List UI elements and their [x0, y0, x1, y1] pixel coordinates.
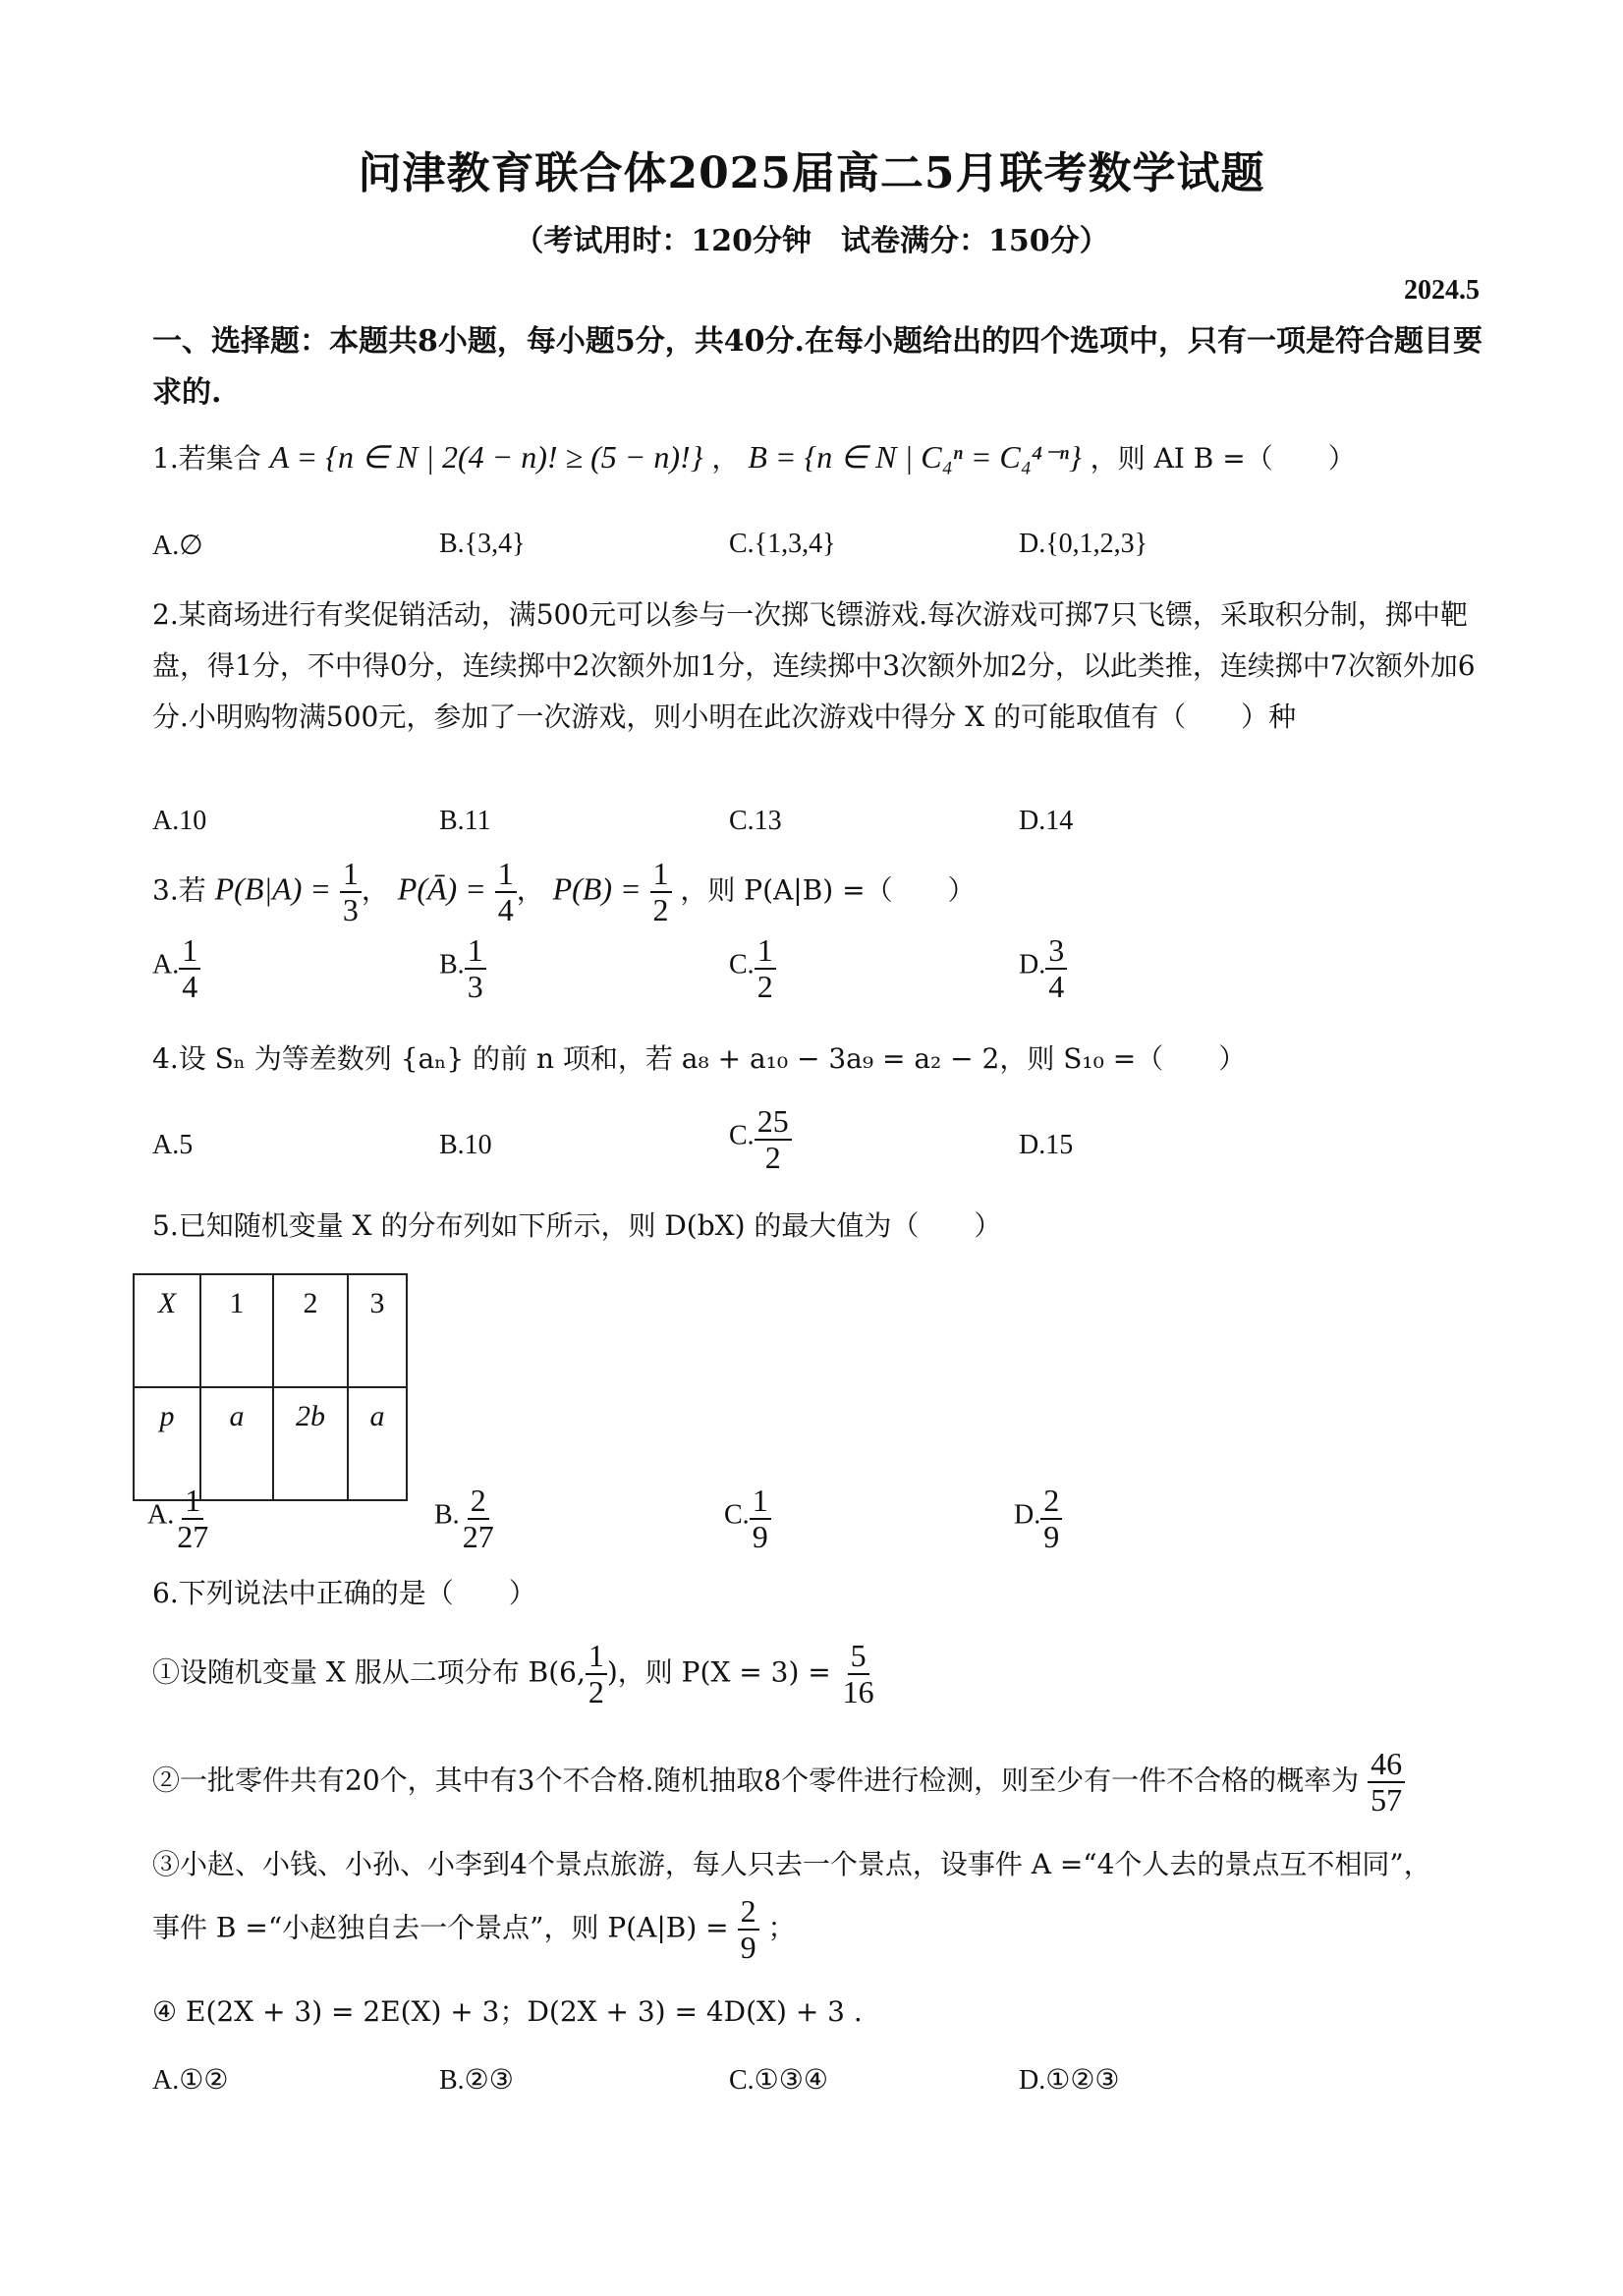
q3-option-c: C. $\frac{1}{2}$ [729, 933, 776, 1004]
distribution-table [133, 1273, 408, 1501]
q1-set-b: B = {n ∈ N | C₄ⁿ = C₄⁴⁻ⁿ} [748, 439, 1082, 475]
question-6-stem: 6.下列说法中正确的是（ ） [152, 1577, 536, 1609]
q3-prefix: 3.若 [152, 873, 206, 907]
q6-statement-4: ④ E(2X + 3) = 2E(X) + 3；D(2X + 3) = 4D(X) + 3 . [152, 1995, 863, 2028]
q4-option-a: A.5 [152, 1130, 194, 1160]
q3-p3-label: P(B) = [552, 870, 642, 907]
q3-option-b: B. $\frac{1}{3}$ [439, 933, 486, 1004]
q6-statement-2: ②一批零件共有20个，其中有3个不合格.随机抽取8个零件进行检测，则至少有一件不合格的概率为 $\frac{46}{57}$ [152, 1747, 1405, 1818]
q2-option-c: C.13 [729, 806, 782, 836]
table-row: p a 2b a [134, 1387, 407, 1500]
q1-set-a: A = {n ∈ N | 2(4 − n)! ≥ (5 − n)!} [269, 439, 703, 475]
q3-p1-label: P(B|A) = [214, 870, 331, 907]
question-5-stem: 5.已知随机变量 X 的分布列如下所示，则 D(bX) 的最大值为（ ） [152, 1209, 1002, 1242]
q3-option-a: A. $\frac{1}{4}$ [152, 933, 200, 1004]
q3-p2-fraction: $\frac{1}{4}$ [495, 857, 517, 927]
q5-option-a: A. $\frac{1}{27}$ [147, 1483, 209, 1555]
q1-option-c: C.{1,3,4} [729, 529, 836, 559]
q5-option-d: D. $\frac{2}{9}$ [1014, 1484, 1062, 1554]
q1-option-d: D.{0,1,2,3} [1019, 529, 1148, 559]
q2-option-b: B.11 [439, 806, 491, 836]
exam-date: 2024.5 [1404, 275, 1480, 306]
q6-option-c: C.①③④ [729, 2065, 828, 2096]
q1-prefix: 1.若集合 [152, 442, 261, 475]
q1-tail: ，则 AI B =（ ） [1090, 442, 1356, 475]
q6-statement-3-line2: 事件 B =“小赵独自去一个景点”，则 P(A|B) = $\frac{2}{9}$ ； [152, 1893, 796, 1966]
q6-option-d: D.①②③ [1019, 2065, 1120, 2096]
q3-p1-fraction: $\frac{1}{3}$ [340, 857, 362, 927]
q3-p3-fraction: $\frac{1}{2}$ [650, 857, 672, 927]
q1-option-a: A.∅ [152, 531, 203, 561]
q3-p2-label: P(Ā) = [397, 870, 486, 907]
q1-option-b: B.{3,4} [439, 529, 526, 559]
question-3-stem: 3.若 P(B|A) = $\frac{1}{3}$ ， P(Ā) = $\frac{1}{4}$ ， P(B) = $\frac{1}{2}$ ，则 P(A|B) =（ ） [152, 856, 976, 928]
q6-statement-3-line1: ③小赵、小钱、小孙、小李到4个景点旅游，每人只去一个景点，设事件 A =“4个人去的景点互不相同”， [152, 1848, 1431, 1880]
q6-statement-1: ①设随机变量 X 服从二项分布 B(6, $\frac{1}{2}$ )，则 P(X = 3) = $\frac{5}{16}$ [152, 1638, 874, 1710]
q3-tail: ，则 P(A|B) =（ ） [680, 873, 976, 907]
q5-option-c: C. $\frac{1}{9}$ [724, 1484, 771, 1554]
q3-option-d: D. $\frac{3}{4}$ [1019, 933, 1067, 1004]
question-4-stem: 4.设 Sₙ 为等差数列 {aₙ} 的前 n 项和，若 a₈ + a₁₀ − 3a₉ = a₂ − 2，则 S₁₀ =（ ） [152, 1042, 1247, 1075]
q2-option-a: A.10 [152, 806, 207, 836]
q6-option-b: B.②③ [439, 2065, 514, 2096]
exam-subtitle: （考试用时：120分钟 试卷满分：150分） [514, 224, 1109, 258]
q1-separator: ， [711, 442, 740, 475]
q6-option-a: A.①② [152, 2065, 229, 2096]
section-heading: 一、选择题：本题共8小题，每小题5分，共40分.在每小题给出的四个选项中，只有一项是符合题目要求的. [152, 324, 1483, 410]
q4-option-c: C. $\frac{25}{2}$ [729, 1104, 792, 1175]
q2-option-d: D.14 [1019, 806, 1074, 836]
q5-option-b: B. $\frac{2}{27}$ [434, 1483, 494, 1555]
question-2-stem: 2.某商场进行有奖促销活动，满500元可以参与一次掷飞镖游戏.每次游戏可掷7只飞镖，采取积分制，掷中靶盘，得1分，不中得0分，连续掷中2次额外加1分，连续掷中3次额外加2分，以此类推，连续掷中7次额外加6分.小明购物满500元，参加了一次游戏，则小明在此次游戏中得分 X 的可能取值有（ ）种 [152, 598, 1476, 733]
q4-option-d: D.15 [1019, 1130, 1074, 1160]
q4-option-b: B.10 [439, 1130, 492, 1160]
exam-title: 问津教育联合体2025届高二5月联考数学试题 [358, 148, 1265, 198]
question-1-stem [152, 437, 1356, 478]
table-row: X 1 2 3 [134, 1274, 407, 1387]
